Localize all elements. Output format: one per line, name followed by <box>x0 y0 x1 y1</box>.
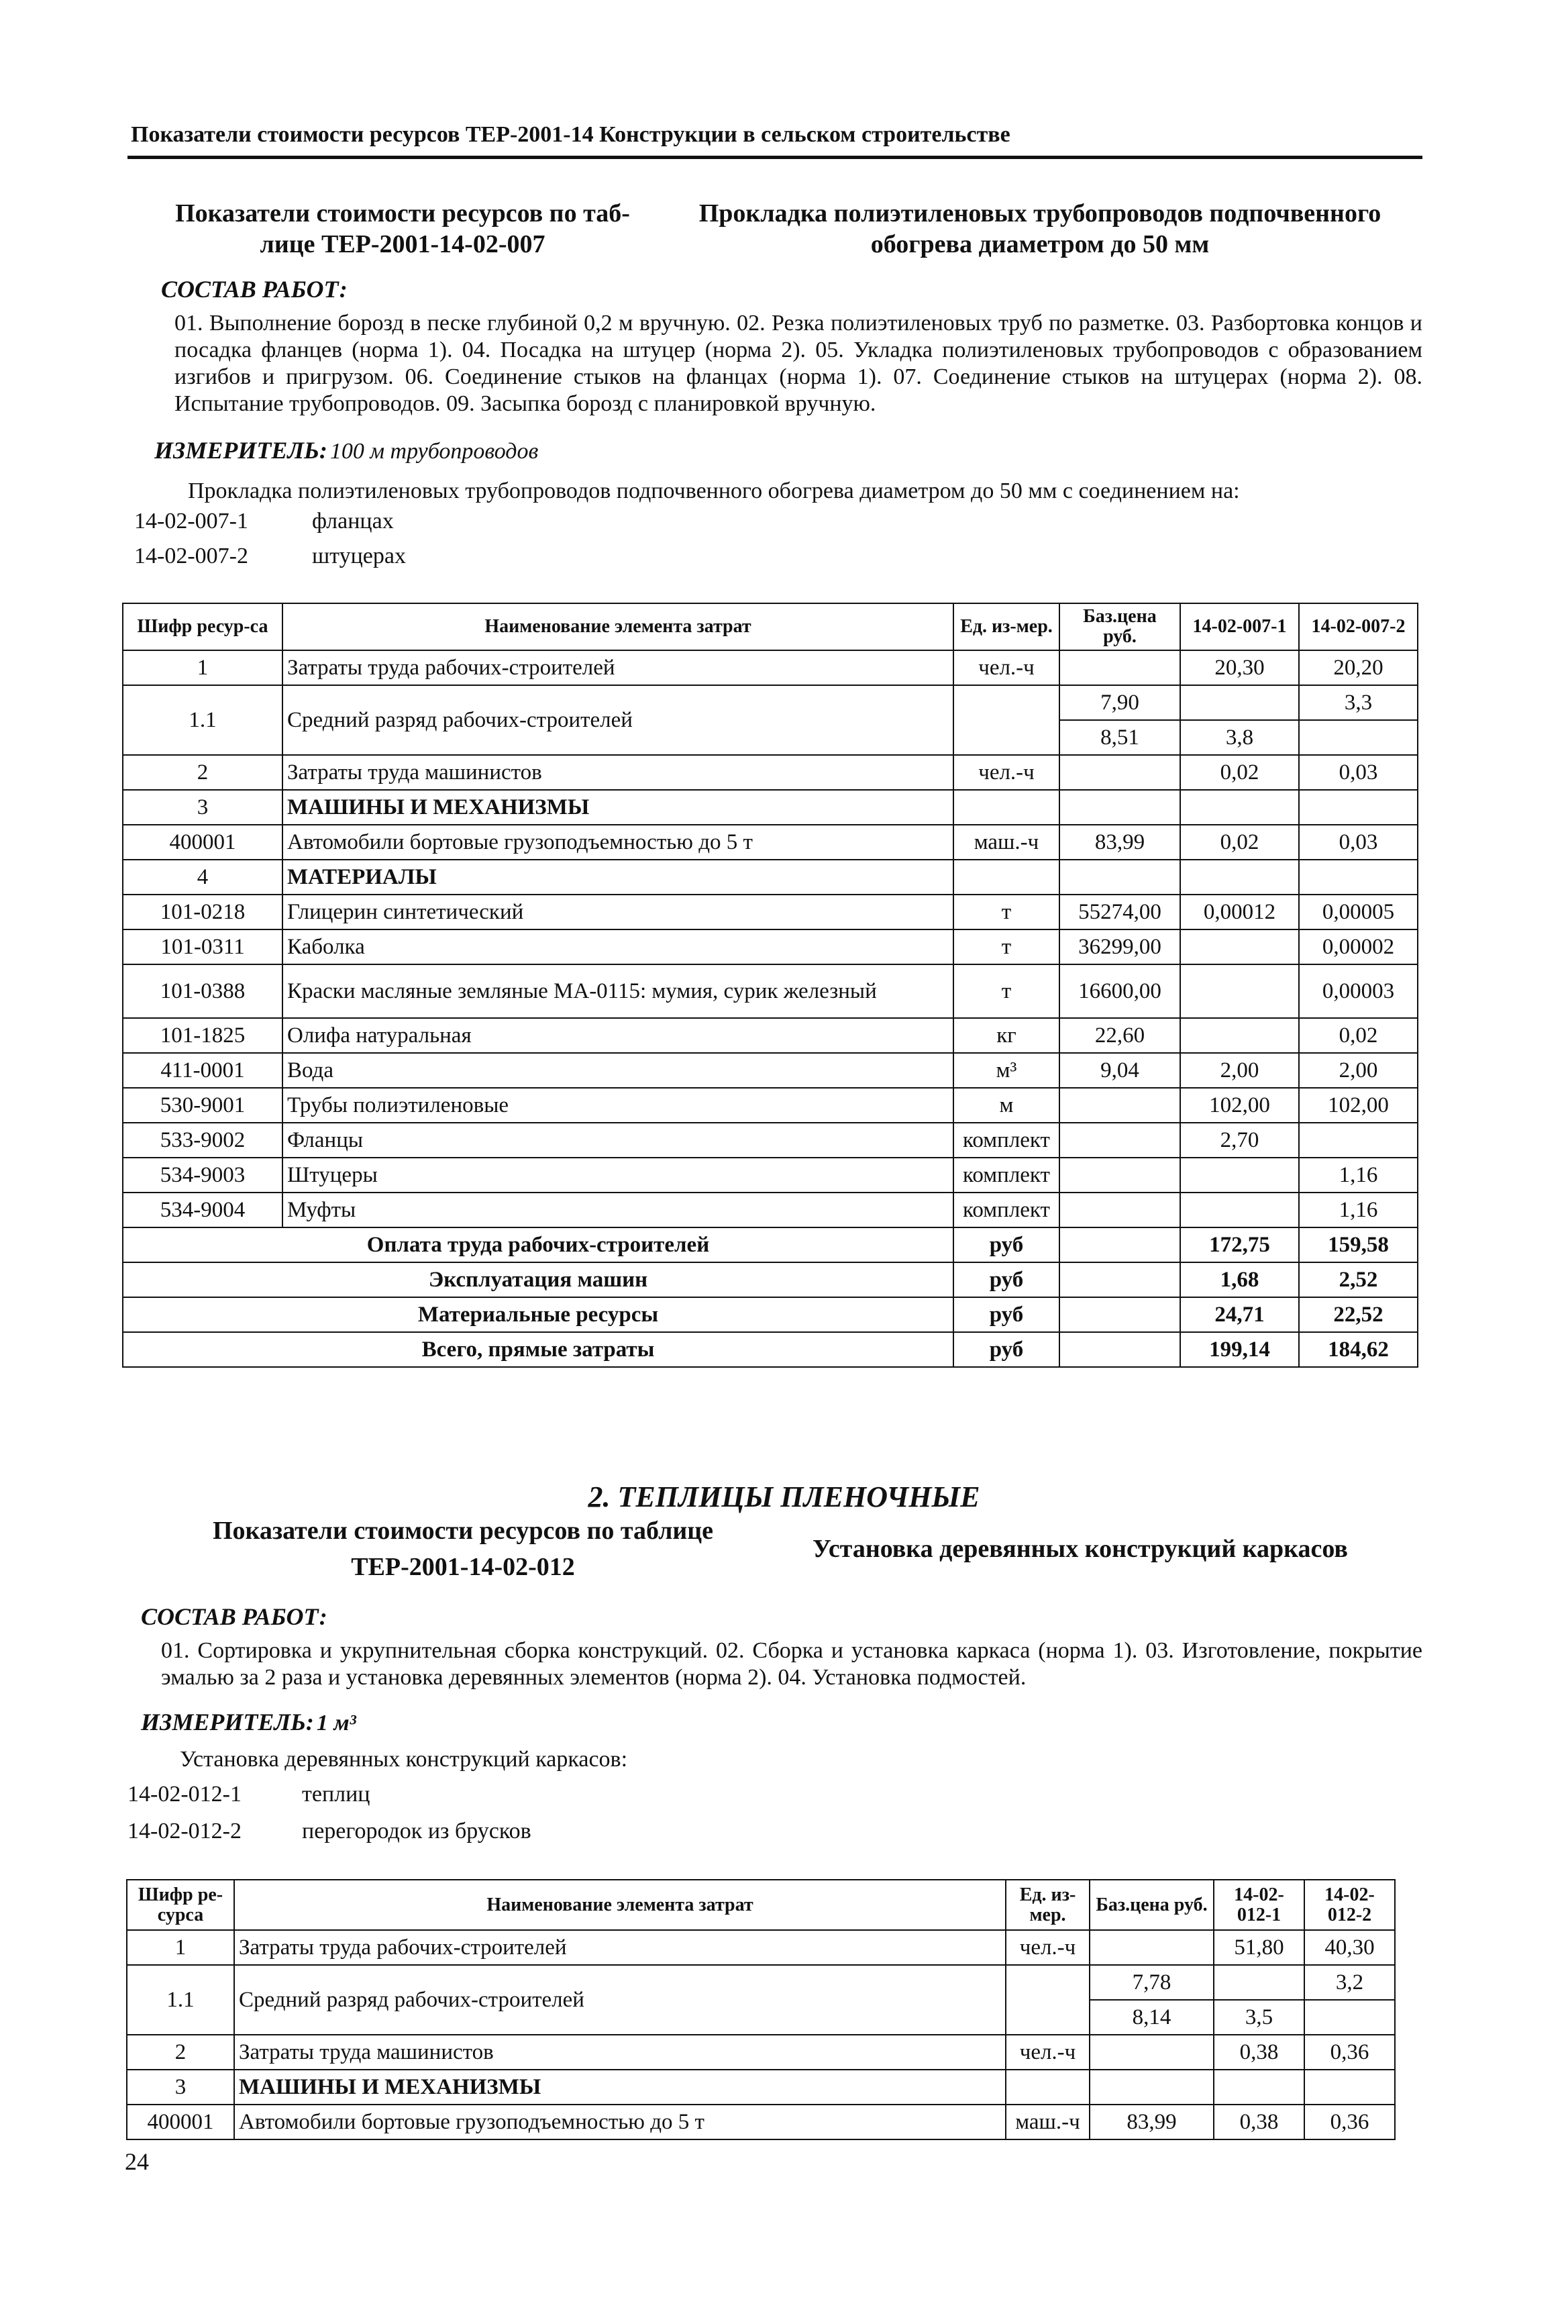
cell-value <box>1304 2070 1395 2105</box>
meter-label: ИЗМЕРИТЕЛЬ: <box>141 1709 314 1735</box>
cell-value <box>1180 1018 1299 1053</box>
header-cell: Наименование элемента затрат <box>282 603 953 650</box>
cell-code: 101-0311 <box>123 929 282 964</box>
cell-value: 102,00 <box>1180 1088 1299 1123</box>
table-row <box>123 860 1418 895</box>
cell-value: 102,00 <box>1299 1088 1418 1123</box>
cell-price <box>1059 1262 1180 1297</box>
cell-price <box>1059 1332 1180 1367</box>
header-cell: Баз.цена руб. <box>1090 1880 1214 1930</box>
cell-unit <box>953 790 1059 825</box>
header-cell: Шифр ре-сурса <box>127 1880 234 1930</box>
cell-unit: т <box>953 895 1059 929</box>
cell-price: 8,14 <box>1090 2000 1214 2035</box>
cell-unit: т <box>953 964 1059 1018</box>
cell-price: 55274,00 <box>1059 895 1180 929</box>
cell-code: 1.1 <box>127 1965 234 2035</box>
cell-value: 51,80 <box>1214 1930 1304 1965</box>
cell-code: 400001 <box>127 2105 234 2139</box>
cell-code: 1 <box>123 650 282 685</box>
cell-value: 0,38 <box>1214 2035 1304 2070</box>
cell-value: 172,75 <box>1180 1227 1299 1262</box>
cell-price: 83,99 <box>1090 2105 1214 2139</box>
cell-unit: чел.-ч <box>953 755 1059 790</box>
title-line: Показатели стоимости ресурсов по таблице <box>212 1517 714 1545</box>
cell-name: Затраты труда рабочих-строителей <box>234 1930 1006 1965</box>
total-label: Оплата труда рабочих-строителей <box>123 1227 953 1262</box>
table-row <box>123 964 1418 1018</box>
cell-value: 2,70 <box>1180 1123 1299 1158</box>
title-line: ТЕР-2001-14-02-012 <box>351 1553 575 1581</box>
table-row <box>123 1088 1418 1123</box>
cell-value: 3,3 <box>1299 685 1418 720</box>
cell-price: 22,60 <box>1059 1018 1180 1053</box>
header-cell: Ед. из-мер. <box>953 603 1059 650</box>
cell-unit: маш.-ч <box>953 825 1059 860</box>
cell-price: 9,04 <box>1059 1053 1180 1088</box>
cell-unit: чел.-ч <box>953 650 1059 685</box>
cell-value <box>1180 860 1299 895</box>
header-cell: Ед. из-мер. <box>1006 1880 1090 1930</box>
cell-value: 184,62 <box>1299 1332 1418 1367</box>
cell-name: Средний разряд рабочих-строителей <box>282 685 953 755</box>
cell-name: Средний разряд рабочих-строителей <box>234 1965 1006 2035</box>
cell-unit: руб <box>953 1262 1059 1297</box>
cell-price: 7,78 <box>1090 1965 1214 2000</box>
section2-heading: 2. ТЕПЛИЦЫ ПЛЕНОЧНЫЕ <box>588 1480 980 1513</box>
cell-name: МАШИНЫ И МЕХАНИЗМЫ <box>234 2070 1006 2105</box>
cell-value <box>1214 1965 1304 2000</box>
table-header-row <box>123 603 1418 650</box>
cell-code: 101-0388 <box>123 964 282 1018</box>
table-header-row <box>127 1880 1395 1930</box>
cell-value: 2,00 <box>1299 1053 1418 1088</box>
title-line: Показатели стоимости ресурсов по таб- <box>175 199 630 228</box>
table-row <box>123 685 1418 720</box>
cell-value: 1,68 <box>1180 1262 1299 1297</box>
cost-table-1 <box>122 603 1418 1368</box>
table-row <box>127 1965 1395 2000</box>
cell-value <box>1214 2070 1304 2105</box>
cell-name: Фланцы <box>282 1123 953 1158</box>
cell-code: 2 <box>127 2035 234 2070</box>
totals-row <box>123 1262 1418 1297</box>
meter <box>141 1708 356 1736</box>
header-cell: 14-02-007-1 <box>1180 603 1299 650</box>
variant-name: фланцах <box>312 509 394 534</box>
cell-unit: чел.-ч <box>1006 1930 1090 1965</box>
header-rule <box>127 156 1422 159</box>
totals-row <box>123 1297 1418 1332</box>
cell-value: 159,58 <box>1299 1227 1418 1262</box>
cell-price <box>1059 790 1180 825</box>
cell-unit: м³ <box>953 1053 1059 1088</box>
cell-value: 0,00003 <box>1299 964 1418 1018</box>
table-row <box>123 1123 1418 1158</box>
cell-code: 101-1825 <box>123 1018 282 1053</box>
cell-price <box>1059 1227 1180 1262</box>
table-row <box>123 755 1418 790</box>
cell-value: 0,00002 <box>1299 929 1418 964</box>
cell-name: Глицерин синтетический <box>282 895 953 929</box>
variant-code: 14-02-012-1 <box>127 1782 242 1807</box>
cell-code: 533-9002 <box>123 1123 282 1158</box>
variant-code: 14-02-007-2 <box>134 544 248 568</box>
section1-title-left <box>154 198 651 260</box>
cell-unit: руб <box>953 1332 1059 1367</box>
cell-value: 0,00005 <box>1299 895 1418 929</box>
table-row <box>127 2070 1395 2105</box>
cell-value <box>1304 2000 1395 2035</box>
cell-price <box>1059 1158 1180 1193</box>
cell-value: 40,30 <box>1304 1930 1395 1965</box>
table-row <box>127 1930 1395 1965</box>
cell-price <box>1059 860 1180 895</box>
total-label: Материальные ресурсы <box>123 1297 953 1332</box>
totals-row <box>123 1332 1418 1367</box>
cell-value <box>1299 1123 1418 1158</box>
running-header: Показатели стоимости ресурсов ТЕР-2001-14 Конструкции в сельском строительстве <box>131 122 1010 147</box>
meter-value: 100 м трубопроводов <box>329 439 539 464</box>
cell-name: Трубы полиэтиленовые <box>282 1088 953 1123</box>
cell-value: 0,36 <box>1304 2105 1395 2139</box>
cell-unit: руб <box>953 1227 1059 1262</box>
cell-unit: м <box>953 1088 1059 1123</box>
cell-value <box>1180 685 1299 720</box>
cell-name: МАТЕРИАЛЫ <box>282 860 953 895</box>
cell-value: 0,02 <box>1299 1018 1418 1053</box>
cell-name: Затраты труда машинистов <box>282 755 953 790</box>
cell-value: 0,36 <box>1304 2035 1395 2070</box>
cell-name: Вода <box>282 1053 953 1088</box>
cell-unit <box>953 685 1059 755</box>
meter <box>154 436 538 464</box>
table-row <box>123 650 1418 685</box>
cell-code: 2 <box>123 755 282 790</box>
cell-value: 0,02 <box>1180 825 1299 860</box>
cell-unit <box>1006 2070 1090 2105</box>
cell-price <box>1090 2035 1214 2070</box>
meter-label: ИЗМЕРИТЕЛЬ: <box>154 437 327 464</box>
cell-value: 24,71 <box>1180 1297 1299 1332</box>
header-cell: 14-02-007-2 <box>1299 603 1418 650</box>
cell-code: 3 <box>123 790 282 825</box>
title-line: лице ТЕР-2001-14-02-007 <box>260 230 545 258</box>
variant-code: 14-02-012-2 <box>127 1819 242 1843</box>
cell-value: 199,14 <box>1180 1332 1299 1367</box>
table-row <box>123 1158 1418 1193</box>
table-row <box>127 2105 1395 2139</box>
cell-value: 3,8 <box>1180 720 1299 755</box>
cell-code: 1 <box>127 1930 234 1965</box>
title-line: Прокладка полиэтиленовых трубопроводов подпочвенного <box>698 199 1381 228</box>
table-row <box>123 929 1418 964</box>
cell-value: 0,38 <box>1214 2105 1304 2139</box>
cell-value: 2,00 <box>1180 1053 1299 1088</box>
cell-value: 1,16 <box>1299 1158 1418 1193</box>
cell-name: Штуцеры <box>282 1158 953 1193</box>
cell-price <box>1059 1123 1180 1158</box>
cell-code: 1.1 <box>123 685 282 755</box>
cell-value <box>1180 964 1299 1018</box>
cell-value <box>1180 1158 1299 1193</box>
header-cell: 14-02-012-2 <box>1304 1880 1395 1930</box>
cell-name: Каболка <box>282 929 953 964</box>
cell-price <box>1059 1088 1180 1123</box>
cell-value: 1,16 <box>1299 1193 1418 1227</box>
variants-intro: Установка деревянных конструкций каркасов: <box>180 1747 628 1772</box>
cell-name: Краски масляные земляные МА-0115: мумия, сурик железный <box>282 964 953 1018</box>
cell-price: 16600,00 <box>1059 964 1180 1018</box>
cell-name: Муфты <box>282 1193 953 1227</box>
table-row <box>123 1053 1418 1088</box>
cell-price: 8,51 <box>1059 720 1180 755</box>
cell-code: 400001 <box>123 825 282 860</box>
cell-value: 3,5 <box>1214 2000 1304 2035</box>
section2-title-left <box>154 1515 772 1582</box>
cell-name: Автомобили бортовые грузоподъемностью до 5 т <box>234 2105 1006 2139</box>
composition-label: СОСТАВ РАБОТ: <box>161 276 348 303</box>
cell-code: 530-9001 <box>123 1088 282 1123</box>
table-row <box>127 2035 1395 2070</box>
cell-code: 534-9003 <box>123 1158 282 1193</box>
cell-code: 4 <box>123 860 282 895</box>
variant-name: перегородок из брусков <box>302 1819 531 1843</box>
cell-value: 2,52 <box>1299 1262 1418 1297</box>
cell-name: Затраты труда рабочих-строителей <box>282 650 953 685</box>
cell-unit: кг <box>953 1018 1059 1053</box>
page-number: 24 <box>125 2148 149 2175</box>
cell-code: 411-0001 <box>123 1053 282 1088</box>
cell-price <box>1059 650 1180 685</box>
cell-value: 20,30 <box>1180 650 1299 685</box>
table-row <box>123 1193 1418 1227</box>
cell-name: Затраты труда машинистов <box>234 2035 1006 2070</box>
cell-unit: чел.-ч <box>1006 2035 1090 2070</box>
cell-price: 36299,00 <box>1059 929 1180 964</box>
table-row <box>123 825 1418 860</box>
cell-value: 0,00012 <box>1180 895 1299 929</box>
cell-value <box>1180 929 1299 964</box>
total-label: Эксплуатация машин <box>123 1262 953 1297</box>
header-cell: Наименование элемента затрат <box>234 1880 1006 1930</box>
cell-unit: маш.-ч <box>1006 2105 1090 2139</box>
cell-value: 22,52 <box>1299 1297 1418 1332</box>
header-cell: Шифр ресур-са <box>123 603 282 650</box>
cell-value: 3,2 <box>1304 1965 1395 2000</box>
header-cell: Баз.цена руб. <box>1059 603 1180 650</box>
variant-name: теплиц <box>302 1782 370 1807</box>
composition-text: 01. Выполнение борозд в песке глубиной 0,2 м вручную. 02. Резка полиэтиленовых труб по разметке. 03. Разбортовка концов и посадка фланцев (норма 1). 04. Посадка на штуцер (норма 2). 05. Укладка полиэтиленовых трубопроводов с образованием изгибов и пригрузом. 06. Соединение стыков на фланцах (норма 1). 07. Соединение стыков на штуцерах (норма 2). 08. Испытание трубопроводов. 09. Засыпка борозд с планировкой вручную. <box>174 311 1422 416</box>
cell-value: 0,03 <box>1299 755 1418 790</box>
cell-value: 20,20 <box>1299 650 1418 685</box>
section1-title-right <box>658 198 1422 260</box>
title-line: обогрева диаметром до 50 мм <box>870 230 1210 258</box>
cell-unit: комплект <box>953 1158 1059 1193</box>
cell-name: МАШИНЫ И МЕХАНИЗМЫ <box>282 790 953 825</box>
cell-code: 101-0218 <box>123 895 282 929</box>
cell-unit <box>1006 1965 1090 2035</box>
totals-row <box>123 1227 1418 1262</box>
cell-unit: руб <box>953 1297 1059 1332</box>
table-row <box>123 895 1418 929</box>
cell-price: 83,99 <box>1059 825 1180 860</box>
variants-intro: Прокладка полиэтиленовых трубопроводов подпочвенного обогрева диаметром до 50 мм с соединением на: <box>188 478 1240 503</box>
cell-value <box>1299 790 1418 825</box>
section2-title-right: Установка деревянных конструкций каркасов <box>813 1535 1348 1563</box>
cell-unit <box>953 860 1059 895</box>
cell-code: 534-9004 <box>123 1193 282 1227</box>
cell-name: Автомобили бортовые грузоподъемностью до 5 т <box>282 825 953 860</box>
cell-unit: комплект <box>953 1193 1059 1227</box>
table-row <box>123 790 1418 825</box>
meter-value: 1 м³ <box>316 1711 356 1735</box>
cell-unit: комплект <box>953 1123 1059 1158</box>
variant-code: 14-02-007-1 <box>134 509 248 534</box>
variant-name: штуцерах <box>312 544 406 568</box>
cell-value <box>1299 860 1418 895</box>
table-row <box>123 1018 1418 1053</box>
cell-price <box>1090 2070 1214 2105</box>
cost-table-2 <box>126 1879 1396 2140</box>
composition-text: 01. Сортировка и укрупнительная сборка конструкций. 02. Сборка и установка каркаса (норма 1). 03. Изготовление, покрытие эмалью за 2 раза и установка деревянных элементов (норма 2). 04. Установка подмостей. <box>161 1638 1422 1690</box>
cell-name: Олифа натуральная <box>282 1018 953 1053</box>
cell-price <box>1090 1930 1214 1965</box>
cell-code: 3 <box>127 2070 234 2105</box>
cell-price <box>1059 1193 1180 1227</box>
cell-price: 7,90 <box>1059 685 1180 720</box>
cell-price <box>1059 755 1180 790</box>
total-label: Всего, прямые затраты <box>123 1332 953 1367</box>
cell-value: 0,03 <box>1299 825 1418 860</box>
cell-value <box>1180 790 1299 825</box>
composition-label: СОСТАВ РАБОТ: <box>141 1603 327 1630</box>
cell-value: 0,02 <box>1180 755 1299 790</box>
cell-value <box>1180 1193 1299 1227</box>
cell-value <box>1299 720 1418 755</box>
header-cell: 14-02-012-1 <box>1214 1880 1304 1930</box>
cell-price <box>1059 1297 1180 1332</box>
cell-unit: т <box>953 929 1059 964</box>
